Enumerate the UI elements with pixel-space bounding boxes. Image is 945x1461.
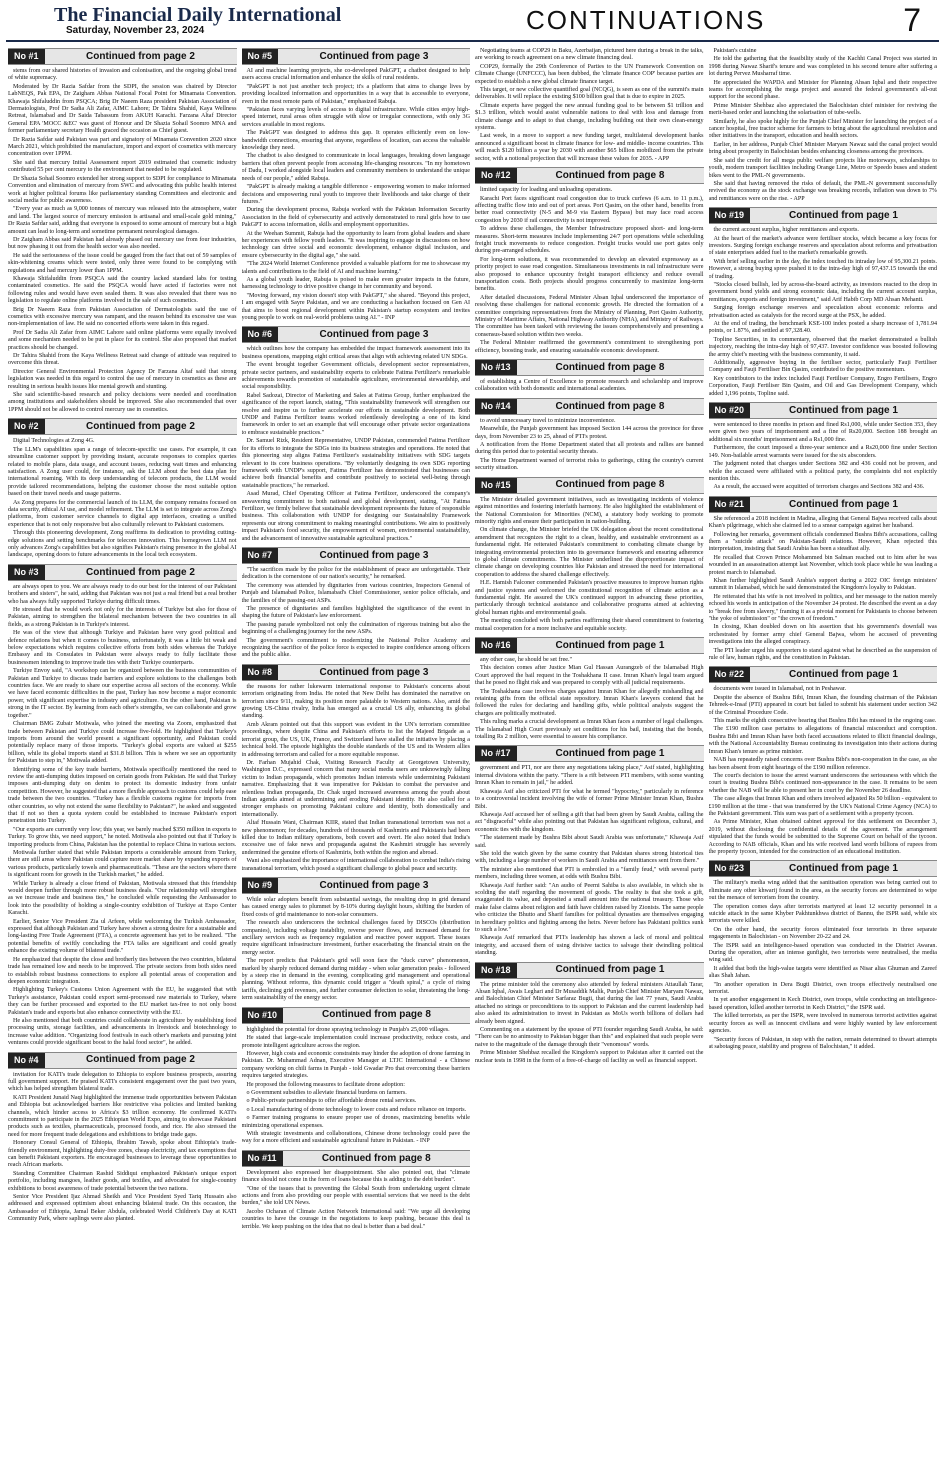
article-paragraph: To address these challenges, the Member Infrastructure proposed short- and long-term measures. Short-term measures include implementing 24/7 port operations while scheduling freight truck movements to reduce congestion. Freight trucks would use port gates only during pre-arranged schedules. [475, 226, 704, 255]
article-paragraph: The research also underscores the technical challenges faced by DISCOs (distribution companies), including voltage instability, reverse power flows, and increased demand for ancillary services such as frequency regulation and reactive power support. These issues require significant infrastructure investment, further exacerbating the financial strain on the energy sector. [241, 920, 470, 956]
article-block [475, 398, 704, 473]
article-paragraph: to avoid unnecessary travel to minimize inconvenience. [480, 417, 616, 424]
article-paragraph: The event brought together Government officials, development sector representatives, private sector partners, and sustainability experts to celebrate Fatima Fertilizer's remarkable achievements towards promotion of sustainable agriculture, environmental stewardship, and social responsibility. [241, 362, 470, 391]
article-paragraph: He also mentioned that both countries could collaborate in agriculture by establishing food processing units, storage facilities, and advancements in livestock and biotechnology to increase value addition. "Organizing food festivals in each other's markets and pursuing joint ventures could provide significant boost to the halal food sector", he added. [8, 1017, 237, 1047]
article-paragraph: This marks the eighth consecutive hearing that Bushra Bibi has missed in the ongoing case. [713, 718, 937, 725]
block-number: No #5 [242, 49, 279, 64]
article-paragraph: She said that having removed the risks of default, the PML-N government successfully revived the economy as the stock exchange was breaking records, inflation was down to 7% and remittances were on the rise. - APP [708, 180, 937, 202]
article-paragraph: This ruling marks a crucial development as Imran Khan faces a number of legal challenges. The Islamabad High Court previously set conditions for his bail, insisting that the bonds, totalling Rs 2 million, were essential to assure his compliance. [475, 719, 704, 741]
column-1 [8, 48, 237, 1458]
article-paragraph: o Local manufacturing of drone technology to lower costs and reduce reliance on imports. [246, 1106, 467, 1113]
block-header [8, 48, 237, 65]
article-block [475, 962, 704, 1065]
column-3 [475, 48, 704, 1458]
block-number: No #17 [475, 746, 517, 761]
block-header [475, 167, 704, 184]
article-paragraph: Karachi Port faces significant road congestion due to truck curfews (6 a.m. to 11 p.m.), affecting traffic flow into and out of port areas. Port Qasim, on the other hand, benefits from better road connectivity (N-5 and M-9 via Eastern Bypass) but may face road access congestion by 2030 if rail connectivity is not improved. [475, 195, 704, 224]
article-paragraph: Development also expressed her disappointment. She also pointed out, that "climate finance should not come in the form of loans because this is adding to the debt burden". [241, 1169, 470, 1184]
article-paragraph: "In another operation in Dera Bugti District, own troops effectively neutralised one terrorist. [708, 981, 937, 996]
article-paragraph: However, high costs and economic constraints may hinder the adoption of drone farming in Pakistan. Dr. Muhammad Adnan, Executive Manager at LTJC International - a Chinese company working on chili farms in Punjab - told Gwadar Pro that overcoming these barriers requires targeted strategies. [241, 1050, 470, 1080]
block-number: No #16 [475, 638, 517, 653]
article-paragraph: any other case, he should be set free." [480, 657, 572, 663]
article-paragraph: While Turkey is already a close friend of Pakistan, Motiwala stressed that this friendship would deepen further through more robust business deals. "Our relationship will strengthen as we increase trade and business ties," he concluded while requesting the Ambassador to look into the possibility of holding a single-country exhibition of Turkiye at Expo Center Karachi. [8, 880, 237, 917]
page-number: 7 [903, 2, 921, 38]
article-paragraph: Similarly, he also spoke highly for the Punjab Chief Minister for launching the project of a cancer hospital, free tractor scheme for farmers to bring about the agricultural revolution and other initiatives in the transport, education and health sectors. [708, 118, 937, 140]
block-title: Continued from page 1 [555, 748, 665, 760]
block-title: Continued from page 8 [555, 361, 665, 373]
block-number: No #10 [242, 1008, 284, 1023]
paper-name: The Financial Daily International [54, 4, 342, 26]
block-title: Continued from page 1 [789, 404, 898, 416]
article-block [709, 496, 938, 663]
article-paragraph: Prime Minister Shehbaz also appreciated the Balochistan chief minister for reviving the merit-based order and launching the solarisation of tube-wells. [708, 102, 937, 117]
block-header [475, 962, 704, 979]
article-paragraph: Climate experts have pegged the new annual funding goal to be between $1 trillion and $1.3 trillion, which would assist vulnerable nations to deal with loss and damage from climate change and to adapt to that change, including building out their own clean-energy systems. [475, 102, 704, 132]
article-paragraph: While solar adopters benefit from substantial savings, the resulting drop in grid demand has caused energy sales to plummet by 8-10% during daylight hours, shifting the burden of fixed costs of grid maintenance to non-solar consumers. [241, 897, 470, 918]
article-paragraph: limited capacity for loading and unloading operations. [480, 187, 613, 194]
article-paragraph: "Moving forward, my vision doesn't stop with PakGPT," she shared. "Beyond this project, I am engaged with Sayre Pakistan, and we are conducting a hackathon focused on Gen AI that aims to boost regional development within Pakistan's startup ecosystem and invites young people to work on real-world problems using AI." - INP [241, 292, 470, 321]
article-paragraph: Topline Securities, in its commentary, observed that the market demonstrated a bullish trajectory, reaching the intra-day high of 97,437. Investor confidence was boosted following the army chief's meeting with the business community, it said. [708, 336, 937, 358]
article-block [8, 418, 237, 560]
article-paragraph: The court's decision to issue the arrest warrant underscores the seriousness with which the court is treating Bushra Bibi's continued non-appearance in the case. It remains to be seen whether the NAB will be able to present her in court by the November 26 deadline. [708, 772, 937, 794]
block-header [8, 1052, 237, 1069]
article-paragraph: This target, or new collective quantified goal (NCQG), is seen as one of the summit's main deliverables. It will replace the existing $100 billion goal that is due to expire in 2025. [475, 87, 704, 101]
article-paragraph: Commenting on a statement by the spouse of PTI founder regarding Saudi Arabia, he said: "There can be no animosity to Pakistan bigger than this" and explained that such people were naive to the magnitude of the damage through their "venomous" words. [475, 1027, 704, 1048]
article-paragraph: He appreciated the WAPDA and Minister for Planning Ahsan Iqbal and their respective teams for accomplishing the mega project and assured the federal government's all-out support for the second phase. [708, 79, 937, 101]
article-paragraph: Through this pioneering development, Zong reaffirms its dedication to providing cutting-edge solutions and setting benchmarks for telecom innovation. This homegrown LLM not only advances Zong's capabilities but also signifies Pakistan's rising presence in the global AI landscape, opening doors to future advancements in the local tech ecosystem. [8, 530, 237, 559]
article-block [242, 547, 471, 660]
article-paragraph: This decision comes after Justice Mian Gul Hassan Aurangzeb of the Islamabad High Court approved the bail request in the Toshakhana II case. Imran Khan's legal team argued that he posed no flight risk and was prepared to comply with all judicial requirements. [475, 665, 704, 687]
article-paragraph: The Federal Minister reaffirmed the government's commitment to strengthening port efficiency, boosting trade, and ensuring sustainable economic development. [475, 340, 704, 354]
article-paragraph: Despite the absence of Bushra Bibi, Imran Khan, the founding chairman of the Pakistan Tehreek-e-Insaf (PTI) appeared in court but failed to submit his statement under section 342 of the Criminal Procedure Code. [708, 694, 937, 716]
article-paragraph: He emphasized that despite the close and brotherly ties between the two countries, bilateral trade has remained low and needs to be improved. The private sectors from both sides need to establish robust business connections to explore all potential areas of cooperation and deepen economic integration. [8, 956, 237, 985]
block-header [242, 1150, 471, 1167]
article-paragraph: The meeting concluded with both parties reaffirming their shared commitment to fostering mutual cooperation for a more inclusive and equitable society. [475, 618, 704, 632]
block-header [475, 477, 704, 494]
article-paragraph: Dr Zaigham Abbas said Pakistan had already phased out mercury use from four industries, but now phasing it out from the health sector was also needed. [8, 236, 237, 251]
article-paragraph: The passing parade symbolized not only the culmination of rigorous training but also the beginning of a challenging journey for the new ASPs. [241, 621, 470, 636]
article-paragraph: The Minister detailed government initiatives, such as investigating incidents of violence against minorities and fostering interfaith harmony. He also highlighted the establishment of the National Commission for Minorities (NCM), a statutory body working to promote minority rights and ensure their participation in nation-building. [475, 496, 704, 525]
block-number: No #7 [242, 548, 279, 563]
block-title: Continued from page 2 [86, 50, 195, 62]
article-paragraph: of establishing a Centre of Excellence to promote research and scholarship and improve collaboration with both domestic and international academies. [475, 379, 704, 393]
article-paragraph: The military's media wing added that the sanitisation operation was being carried out to eliminate any other khwarij found in the area, as the security forces are determined to wipe out the menace of terrorism from the country. [708, 880, 937, 902]
article-paragraph: She said the credit for all mega public welfare projects like motorways, scholarships to youth, modern transport facilities including Orange Line, Metro or Speedo buses and student bikes went to the PML-N governments. [708, 157, 937, 179]
block-number: No #18 [475, 963, 517, 978]
article-paragraph: highlighted the potential for drone spraying technology in Punjab's 25,000 villages. [246, 1026, 450, 1033]
article-paragraph: At the Weehan Summit, Rabuja had the opportunity to learn from global leaders and share her experiences with fellow youth leaders. "It was inspiring to engage in discussions on how technology can drive social and economic development, enhance digital inclusion, and ensure cybersecurity in the digital age," she said. [241, 230, 470, 259]
article-paragraph: documents were issued in Islamabad, not in Peshawar. [713, 686, 847, 693]
block-title: Continued from page 8 [322, 1009, 431, 1021]
article-paragraph: Dr Shazia Sohail Soomro extended her strong support to SDPI for compliance to Minamata Convention and elimination of mercury from SWC and advocating this public health interest work at higher political forums like parliamentary standing Committees and electronic and social media for public awareness. [8, 175, 237, 204]
block-title: Continued from page 1 [555, 964, 665, 976]
article-paragraph: He recalled that Crown Prince Mohammed bin Salman reached out to him after he was wounded in an assassination attempt last November, which took place while he was leading a protest march to Islamabad. [708, 554, 937, 576]
article-paragraph: Dr Tahira Shahid from the Kaya Wellness Retreat said change of attitude was required to overcome this threat. [8, 353, 237, 367]
article-paragraph: As a result, the accused were acquitted of terrorism charges and Sections 382 and 436. [713, 484, 925, 491]
block-title: Continued from page 8 [555, 479, 665, 491]
block-header [709, 666, 938, 683]
article-paragraph: "PakGPT is already making a tangible difference - empowering women to make informed decisions and empowering rural youth to improve their livelihoods and take charge of their futures." [241, 184, 470, 205]
article-paragraph: The presence of dignitaries and families highlighted the significance of the event in shaping the future of Pakistan's law enforcement. [241, 606, 470, 620]
block-number: No #22 [709, 667, 751, 682]
article-paragraph: The Home Department warned of terrorist risks to gatherings, citing the country's current security situation. [475, 457, 704, 472]
article-paragraph: The case alleges that Imran Khan and others involved adjusted Rs 50 billion - equivalent to £190 million at the time - that was transferred by the UK's National Crime Agency (NCA) to the Pakistani government. This sum was part of a settlement with a property tycoon. [708, 796, 937, 817]
article-paragraph: After detailed discussions, Federal Minister Ahsan Iqbal underscored the importance of resolving these challenges for national economic growth. He directed the formation of a committee comprising representatives from the Ministry of Planning, Port Qasim Authority, Ministry of Maritime Affairs, National Highway Authority (NHA), and Ministry of Railways. The committee has been tasked with reviewing the issues comprehensively and presenting a consensus-based solution within two weeks. [475, 294, 704, 338]
article-paragraph: Identifying some of the key trade barriers, Motiwala specifically mentioned the need to review the anti-dumping duties imposed on certain goods from Pakistan. He said that Turkey imposes anti-dumping duty on denim to protect its domestic industry from unfair competition. However, he suggested that a more flexible approach to customs could help ease trade between the two countries. "Turkey has a flexible customs regime for imports from other countries, so why not extend the same flexibility to Pakistan?", he asked and suggested that if not so then a quota system could be established to increase Pakistan's export penetration into Turkey. [8, 766, 237, 825]
article-paragraph: Amb Akram pointed out that this support was evident in the UN's terrorism committee proceedings, where despite China and Pakistan's efforts to list the Majeed Brigade as a terrorist group, the US, UK, France, and Switzerland have stalled the initiative by placing a technical hold. The episode highlights the double standards of the US and its Western allies in addressing terrorism and called for a more equitable response. [241, 721, 470, 758]
article-paragraph: Altaf Hussain Wani, Chairman KIIR, stated that Indian transnational terrorism was not a new phenomenon; for decades, hundreds of thousands of Kashmiris and Pakistanis had been killed due to Indian military operations, both covert and overt. He also noted that India's excessive use of fake news and propaganda against the Kashmiri struggle has severely undermined the genuine efforts of Kashmiris, both within the region and abroad. [241, 820, 470, 856]
block-number: No #19 [709, 208, 751, 223]
article-paragraph: He reiterated that his wife is not involved in politics, and her message to the nation merely echoed his words in anticipation of the November 24 protest. He described the event as a day to "break free from slavery," framing it as a pivotal moment for Pakistanis to choose between "the yoke of submission" or "the crown of freedom." [708, 593, 937, 622]
article-paragraph: Key contributors to the index included Fauji Fertiliser Company, Engro Fertilisers, Engro Corporation, Fauji Fertiliser Bin Qasim, and Oil and Gas Development Company, which added 1,196 points, Topline said. [708, 375, 937, 397]
article-block [242, 48, 471, 322]
block-title: Continued from page 2 [86, 421, 195, 433]
column-2 [242, 48, 471, 1458]
article-block [709, 207, 938, 398]
article-paragraph: Jacobo Ocharan of Climate Action Network International said: "We urge all developing countries to have the courage in the negotiations to keep pushing, because this deal is terrible. We keep pushing on the idea that no deal is better than a bad deal." [241, 1208, 470, 1230]
article-block [242, 877, 471, 1003]
block-header [242, 547, 471, 564]
article-paragraph: Earlier, in her address, Punjab Chief Minister Maryam Nawaz said the canal project would bring about prosperity in Balochistan besides enhancing closeness among the provinces. [708, 141, 937, 156]
block-title: Continued from page 3 [319, 879, 429, 891]
article-paragraph: He said the seriousness of the issue could be gauged from the fact that out of 59 samples of skin-whitening creams which were tested, only three were found to be complying with regulations and had mercury lower than 1PPM. [8, 252, 237, 274]
article-paragraph: Prof Dr Sadia Ali Zafar from AIMC Lahore said online platforms were equally involved and some mechanism needed to be put in place for its control. She also proposed that market practices should be changed. [8, 329, 237, 351]
article-paragraph: Standing Committee Chairman Rashid Siddiqui emphasized Pakistan's unique export portfolio, including mangoes, leather goods, and textiles, and advocated for single-country exhibitions to boost awareness of trade potential between the two nations. [8, 1170, 237, 1192]
block-title: Continued from page 2 [86, 1054, 195, 1066]
block-title: Continued from page 8 [555, 400, 665, 412]
block-number: No #21 [709, 497, 751, 512]
article-paragraph: Khawaja Asif further said: "An audio of Peerni Sahiba is also available, in which she is scolding the staff regarding the movement of goods. The reality is that she took a gift, exaggerated its value, and deposited a small amount into the national treasury. Those who make false claims about religion and faith have children raised by Zionists. The same people who criticize the Bhutto and Sharif families for political dynasties are themselves engaging in hereditary politics and fighting among the heirs. Never before has Pakistani politics sunk to such a low." [475, 882, 704, 933]
article-paragraph: The prime minister told the ceremony also attended by federal ministers Attaullah Tarar, Ahsan Iqbal, Awais Leghari and Dr Musaddik Malik, Punjab Chief Minister Maryam Nawaz, and Balochistan Chief Minister Sarfaraz Bugti, that during the last 77 years, Saudi Arabia attached no strings or preconditions to its support to Pakistan and the current leadership had also asked its administration to invest in Pakistan as MoUs worth billions of dollars had already been signed. [475, 981, 704, 1025]
block-header [709, 402, 938, 419]
article-paragraph: "Every year as much as 9,000 tonnes of mercury was released into the atmosphere, water and land. The largest source of mercury emission is artisanal and small-scale gold mining," Dr Razia Safdar said, adding that everyone is exposed to some amount of mercury but a high amount can lead to long-term and sometime permanent neurological damages. [8, 206, 237, 235]
section-title: CONTINUATIONS [526, 5, 766, 35]
article-paragraph: Additionally, aggressive buying in the fertiliser sector, particularly Fauji Fertiliser Company and Fauji Fertiliser Bin Qasim, contributed to the positive momentum. [708, 360, 937, 374]
block-number: No #13 [475, 360, 517, 375]
article-paragraph: which outlines how the company has embedded the impact framework assessment into its business operations, mapping eight critical areas that align with achieving related UN SDGs. [241, 346, 470, 360]
article-paragraph: Following her remarks, government officials condemned Bushra Bibi's accusations, calling them a "suicide attack" on Pakistan-Saudi relations. However, Khan rejected this interpretation, insisting that Saudi Arabia has been a steadfast ally. [708, 531, 937, 553]
article-paragraph: He was of the view that although Turkiye and Pakistan have very good political and defence relations but when it comes to business, unfortunately, it was a little bit weak and below expectations which requires collective efforts from both sides whereas the Turkiye Embassy and its Consulates in Pakistan were always ready to fully facilitate those businessmen intending to improve trade ties with their Turkiye counterparts. [8, 630, 237, 666]
article-paragraph: As Prime Minister, Khan obtained cabinet approval for this settlement on December 3, 2019, without disclosing the confidential details of the agreement. The arrangement stipulated that the funds would be submitted to the Supreme Court on behalf of the tycoon. According to NAB officials, Khan and his wife received land worth billions of rupees from the property tycoon, intended for the construction of an educational institution. [708, 819, 937, 855]
article-paragraph: The PakGPT was designed to address this gap. It operates efficiently even on low-bandwidth connections, ensuring that anyone, regardless of location, can access the valuable knowledge they need. [241, 130, 470, 152]
block-number: No #2 [8, 419, 45, 434]
article-block [8, 564, 237, 1048]
article-paragraph: At the heart of the market's advance were fertiliser stocks, which became a key focus for investors. Surging foreign exchange reserves and speculation about reforms and privatisation of state enterprises added fuel to the market's remarkable growth. [708, 235, 937, 257]
article-paragraph: Dr. Samuel Rizk, Resident Representative, UNDP Pakistan, commended Fatima Fertilizer for its efforts to integrate the SDGs into its business strategies and operations. He noted that this pioneering step aligns Fatima Fertilizer's sustainability initiatives with SDG targets relevant to its core business operations. "By voluntarily designing its own SDG reporting framework with UNDP's support, Fatima Fertilizer has demonstrated that businesses can achieve both financial benefits and contribute positively to societal well-being through sustainable practices," he remarked. [241, 438, 470, 489]
article-paragraph: With brief selling earlier in the day, the index touched its intraday low of 95,300.21 points. However, a strong buying spree pushed it to the intra-day high of 97,437.15 towards the end of trading. [708, 258, 937, 280]
article-paragraph: the reasons for rather lukewarm international response to Pakistan's concerns about terrorism originating from India. He noted that New Delhi has dominated the narrative on terrorism since 9/11, making its position more palatable to Western nations. Also, amid the growing US-China rivalry, India has emerged as a crucial US ally, enhancing its global standing. [241, 683, 470, 720]
article-paragraph: Surging foreign exchange reserves and speculation about economic reforms and privatisation acted as catalysts for the record surge at the PSX, he added. [708, 305, 937, 319]
block-number: No #14 [475, 399, 517, 414]
article-paragraph: "The statement made by Bushra Bibi about Saudi Arabia was unfortunate," Khawaja Asif said. [475, 835, 704, 849]
article-paragraph: Director General Environmental Protection Agency Dr Farzana Altaf said that strong legislation was needed in this regard to control the use of mercury in cosmetics as these are resulting in serious health issues like mental growth and stunting. [8, 368, 237, 390]
article-paragraph: o Government subsidies to alleviate financial burdens on farmers. [246, 1089, 407, 1096]
article-paragraph: He told the gathering that the feasibility study of the Kachhi Canal Project was started in 1998 during Nawaz Sharif's tenure and was completed in his second tenure after suffering a lot during Pervez Musharraf time. [708, 56, 937, 78]
block-number: No #20 [709, 403, 751, 418]
article-paragraph: Turkiye Envoy said, "A workshop can be organized between the business communities of Pakistan and Turkiye to discuss trade barriers and explore solutions to the challenges both countries face. We are ready to share our expertise across all sectors of the economy. While we have faced economic difficulties in the past, Turkey has now become a major economic power, with significant expertise in industry and agriculture. On the other hand, Pakistan is strong in the IT sector. By learning from each other's strengths, we can collaborate and grow together." [8, 668, 237, 719]
article-paragraph: She told the watch given by the same country that Pakistan shares strong historical ties with, including a large number of workers in Saudi Arabia and remittances sent from there." [475, 850, 704, 865]
article-paragraph: For long-term solutions, it was recommended to develop an elevated expressway as a priority project to ease road congestion. Simultaneous investments in rail infrastructure were also proposed to enhance upcountry freight transport efficiency and reduce overall transportation costs. Both projects should progress concurrently to maximize long-term benefits. [475, 256, 704, 293]
article-paragraph: Khawaja Asif remarked that PTI's leadership has shown a lack of moral and political integrity, and accused them of using divisive tactics to salvage their dwindling political standing. [475, 935, 704, 957]
article-block [709, 860, 938, 1051]
block-number: No #6 [242, 327, 279, 342]
block-header [8, 418, 237, 435]
block-title: Continued from page 1 [555, 639, 665, 651]
article-block [8, 48, 237, 414]
article-paragraph: In closing, Khan doubled down on his assertion that his government's downfall was orchestrated by former army chief General Bajwa, whom he accused of preventing investigations into the alleged conspiracy. [708, 624, 937, 646]
block-title: Continued from page 3 [319, 329, 429, 341]
block-number: No #4 [8, 1053, 45, 1068]
article-paragraph: Furthermore, the court imposed a three-year sentence and a Rs20,000 fine under Section 149. Non-bailable arrest warrants were issued for the six absconders. [708, 445, 937, 459]
block-number: No #12 [475, 168, 517, 183]
article-paragraph: Dr Razia Safdar said Pakistan was part and signatory of Minamata Convention 2020 since March 2021, which prohibited the manufacture, import and export of cosmetics with mercury concentration over 1PPM. [8, 136, 237, 158]
article-paragraph: He stated that large-scale implementation could increase productivity, reduce costs, and promote intelligent agriculture across the region. [241, 1035, 470, 1049]
article-paragraph: "Our exports are currently very low; this year, we barely reached $350 million in exports to Turkey. To grow this, we need support," he noted. Motiwala also pointed out that if Turkey is importing products from China, Pakistan has the potential to replace China in various sectors. [8, 826, 237, 848]
article-paragraph: The Toshakhana case involves charges against Imran Khan for allegedly mishandling and retaining gifts from the official state repository. Imran Khan's lawyers contend that he followed the rules for declaring and handling gifts, while political analysts suggest the charges are politically motivated. [475, 688, 704, 717]
article-paragraph: Dr. Farhan Mujahid Chak, Visiting Research Faculty at Georgetown University, Washington D.C., expressed concern that many social media users are unknowingly falling victim to Indian propaganda, which promotes Indian interests while undermining Pakistani narrative. Emphasizing that it was imperative for Pakistan to combat the pervasive and relentless Indian propaganda, Dr. Chak urged increased awareness among the youth about Indian agenda aimed at undermining and eroding Pakistani identity. He also called for a stronger emphasis on promoting Pakistani culture and identity, both domestically and internationally. [241, 759, 470, 818]
article-paragraph: Khawaja Shifaluddin from PSQCA said the country lacked standard labs for testing contaminated cosmetics. He said the PSQCA would have acted if factories were not following rules and would have even sealed them. It was also revealed that there was no legislation to regulate online platforms involved in the sale of such cosmetics. [8, 275, 237, 305]
article-paragraph: Wani also emphasized the importance of international collaboration to combat India's rising transnational terrorism, which posed a significant challenge to global peace and security. [241, 858, 470, 872]
article-paragraph: She said scientific-based research and policy decisions were needed and coordination among institutions and stakeholders should be improved. She also recommended that over 1PPM should not be allowed to control mercury use in cosmetics. [8, 392, 237, 413]
block-number: No #15 [475, 478, 517, 493]
block-title: Continued from page 2 [86, 566, 195, 578]
article-paragraph: The minister also mentioned that PTI is embroiled in a "family feud," with several party members, including three women, at odds with Bushra Bibi. [475, 866, 704, 881]
article-paragraph: Earlier, Senior Vice President Zia ul Arfeen, while welcoming the Turkish Ambassador, expressed that although Pakistan and Turkey have shown a strong desire for a sustainable and long-lasting Free Trade Agreement (FTA), a concrete agreement has yet to be realized. "The potential benefits of swiftly concluding the FTA talks are significant and could greatly enhance the existing volume of bilateral trade." [8, 918, 237, 955]
article-paragraph: Honorary Consul General of Ethiopia, Ibrahim Tawab, spoke about Ethiopia's trade-friendly environment, highlighting duty-free zones, cheap electricity, and tax exemptions that can benefit Pakistani exporters. He encouraged businesses to leverage these opportunities to reach African markets. [8, 1140, 237, 1169]
article-paragraph: COP29, formally the 29th Conference of Parties to the UN Framework Convention on Climate Change (UNFCCC), has been dubbed, the 'climate finance COP' because parties are expected to establish a new global climate finance target. [475, 63, 704, 85]
article-paragraph: Negotiating teams at COP29 in Baku, Azerbaijan, pictured here during a break in the talks, are working to reach agreement on a new climate financing deal. [475, 48, 704, 62]
article-paragraph: the current account surplus, higher remittances and exports. [713, 227, 859, 234]
article-paragraph: Motiwala further stated that while Pakistan imports a considerable amount from Turkey, there are still areas where Pakistan could capture more market share by expanding exports of various products, particularly towels and pharmaceuticals. "These are the sectors where there is significant room for growth in the Turkish market," he added. [8, 850, 237, 879]
block-header [475, 637, 704, 654]
article-paragraph: Digital Technologies at Zong 4G. [13, 438, 95, 445]
article-paragraph: Chairman BMG Zubair Motiwala, who joined the meeting via Zoom, emphasized that trade between Pakistan and Turkiye could increase five-fold. He highlighted that Turkey's imports from around the world present a significant opportunity, and Pakistan could potentially replace many of those imports. "Turkey's global exports are valued at $255 billion, while its global imports stand at $31.8 billion. This is where we see an opportunity for Pakistan to step in," Motiwala added. [8, 721, 237, 765]
block-number: No #8 [242, 665, 279, 680]
article-columns [0, 42, 945, 1458]
article-paragraph: Senior Vice President Ijaz Ahmad Sheikh and Vice President Syed Tariq Hussain also addressed and expressed optimism about enhancing bilateral trade. On this occasion, the Ambassador of Ethiopia, Jamal Beker Abdula, celebrated World Children's Day at KATI Community Park, where saplings were also planted. [8, 1194, 237, 1223]
block-number: No #23 [709, 861, 751, 876]
article-block [242, 1150, 471, 1231]
article-paragraph: The killed terrorists, as per the ISPR, were involved in numerous terrorist activities against security forces as well as innocent civilians and were highly wanted by law enforcement agencies. [708, 1013, 937, 1035]
article-paragraph: A notification from the Home Department stated that all protests and rallies are banned during this period due to potential security threats. [475, 442, 704, 456]
block-title: Continued from page 1 [789, 209, 898, 221]
article-paragraph: The ceremony was attended by dignitaries from various countries, Inspectors General of Punjab and Islamabad Police, Islamabad's Chief Commissioner, senior police officials, and the families of the passing-out ASPs. [241, 582, 470, 604]
article-paragraph: "One of the issues that is preventing the Global South from undertaking urgent climate actions and from also providing our people with essential services that we need is the debt burden," she told UN News. [241, 1185, 470, 1207]
article-block [8, 1052, 237, 1224]
column-4 [709, 48, 938, 1458]
article-paragraph: "Stocks closed bullish, led by across-the-board activity, as investors reacted to the drop in government bond yields and strong economic data, including the current account surplus, remittances, exports and foreign investment," said Arif Habib Corp MD Ahsan Mehanti. [708, 281, 937, 303]
article-paragraph: Khan further highlighted Saudi Arabia's support during a 2022 OIC foreign ministers' summit in Islamabad, which he said demonstrated the Kingdom's loyalty to Pakistan. [708, 577, 937, 592]
article-paragraph: Meanwhile, the Punjab government has imposed Section 144 across the province for three days, from November 23 to 25, ahead of PTI's protest. [475, 426, 704, 440]
article-paragraph: Asad Murad, Chief Operating Officer at Fatima Fertilizer, underscored the company's unwavering commitment to both national and global development, stating, "At Fatima Fertilizer, we firmly believe that sustainable development represents the future of responsible business. This collaboration with UNDP for designing our Sustainability Framework represents our strong commitment to making meaningful contributions. We aim to positively impact Pakistan's food security, the empowerment of women, environmental sustainability, and the advancement of innovative sustainable agricultural practices." [241, 491, 470, 542]
block-header [475, 398, 704, 415]
block-header [709, 207, 938, 224]
article-paragraph: "The 2024 World Internet Conference provided a valuable platform for me to showcase my talents and contributions to the field of AI and machine learning." [241, 261, 470, 275]
block-header [475, 745, 704, 762]
article-paragraph: Pakistan's cuisine [713, 48, 757, 54]
article-paragraph: Prime Minister Shehbaz recalled the Kingdom's support to Pakistan after it carried out the nuclear tests in 1998 in the form of a free-of-charge oil facility as well as financial support. [475, 1050, 704, 1064]
masthead [6, 0, 939, 42]
block-header [242, 326, 471, 343]
article-block [242, 1007, 471, 1146]
block-title: Continued from page 8 [321, 1152, 431, 1164]
article-paragraph: Moderated by Dr Razia Safdar from the SDPI, the session was chaired by Director LabNEQS, Pak EPA, Dr Zaigham Abbas National Focal Point for Minamata Convention. Khawaja Shifaluddin from PSQCA; Brig Dr Naeem Raza president Pakistan Association of Dermatologists, Prof Dr Sadia Ali Zafar, AIMC Lahore; Dr Tahira Shahid, Kaya Wellness Retreat, Islamabad and Dr Saida Tabassum from AKUH Karachi. Farzana Altaf Director General EPA 'MOCC &EC' was guest of Honour and Dr Shazia Sohail Soomro MNA and former parliamentary secretary Health graced the occasion as Chief guest. [8, 83, 237, 135]
issue-date: Saturday, November 23, 2024 [66, 25, 205, 36]
article-paragraph: The PTI leader urged his supporters to stand against what he described as the suspension of rule of law, human rights, and the constitution in Pakistan. [708, 647, 937, 662]
article-paragraph: It added that both the high-value targets were identified as Nisar alias Ghuman and Zareef alias Shah Jahan. [708, 965, 937, 980]
article-paragraph: NAB has repeatedly raised concerns over Bushra Bibi's non-cooperation in the case, as she has been absent from eight hearings of the £190 million reference. [708, 757, 937, 771]
block-header [242, 1007, 471, 1024]
article-paragraph: The report predicts that Pakistan's grid will soon face the "duck curve" phenomenon, marked by sharply reduced demand during midday - when solar generation peaks - followed by a steep rise in demand in the evening, complicating grid management and operational planning. Without reforms, this dynamic could trigger a "death spiral," a cycle of rising tariffs, declining grid revenues, and further consumer defection to solar, threatening the long-term sustainability of the energy sector. [241, 958, 470, 1002]
article-paragraph: "Security forces of Pakistan, in step with the nation, remain determined to thwart attempts at sabotaging peace, stability and progress of Balochistan," it added. [708, 1036, 937, 1050]
block-number: No #1 [8, 49, 45, 64]
article-paragraph: The chatbot is also designed to communicate in local languages, breaking down language barriers that often prevent people from accessing life-changing resources. "In my hometown of Dadu, I worked alongside local leaders and community members to understand the unique needs of our people," added Rabuja. [241, 153, 470, 182]
block-header [242, 48, 471, 65]
article-paragraph: On the other hand, the security forces eliminated four terrorists in three separate engagements in Balochistan - on November 20-22 and 24. [708, 926, 937, 941]
article-paragraph: The ISPR said an intelligence-based operation was conducted in the District Awaran. During the operation, after an intense gunfight, two terrorists were neutralised, the media wing said. [708, 942, 937, 964]
article-paragraph: Highlighting Turkey's Customs Union Agreement with the EU, he suggested that with Turkey's assistance, Pakistan could export semi-processed raw materials to Turkey, where they can be further processed and exported to the EU market tax-free to not only boost Pakistan's trade and exports but also enhance connectivity with the EU. [8, 987, 237, 1016]
block-header [709, 496, 938, 513]
block-header [242, 664, 471, 681]
article-block [709, 666, 938, 856]
article-paragraph: invitation for KATI's trade delegation to Ethiopia to explore business prospects, assuring full government support. He praised KATI's consistent engagement over the past two years, which has helped strengthen bilateral trade. [8, 1071, 237, 1093]
article-paragraph: On climate change, the Minister briefed the UK delegation about the recent constitutional amendment that recognizes the right to a clean, healthy, and sustainable environment as a fundamental right. He reiterated Pakistan's commitment to combating climate change by integrating environmental protection into its governance framework and ensuring adherence to global climate commitments. The Minister underlined the disproportionate impact of climate change on developing countries like Pakistan and stressed the need for international cooperation to address the shared challenge effectively. [475, 527, 704, 578]
article-paragraph: During the development process, Rabuja worked with the Pakistan Information Security Association in the field of cybersecurity and actively demonstrated to rural girls how to use PakGPT to access information, skills and employment opportunities. [241, 207, 470, 229]
article-paragraph: The judgment noted that charges under Sections 382 and 436 could not be proven, and while the accused were affiliated with a political party, the complaints did not explicitly mention this. [708, 461, 937, 482]
article-block [242, 326, 471, 543]
article-block [475, 477, 704, 633]
article-paragraph: She said that mercury Initial Assessment report 2019 estimated that cosmetic industry contributed 55 per cent mercury to the environment that needed to be regulated. [8, 159, 237, 174]
block-header [475, 359, 704, 376]
article-paragraph: "Pakistan faces varying levels of access to digital infrastructure. While cities enjoy high-speed internet, rural areas often struggle with slow or irregular connections, with only 3G services available in most regions. [241, 107, 470, 128]
block-header [8, 564, 237, 581]
block-title: Continued from page 3 [319, 50, 429, 62]
block-number: No #9 [242, 878, 279, 893]
block-title: Continued from page 1 [789, 863, 898, 875]
block-number: No #3 [8, 565, 45, 580]
article-paragraph: As Zong prepares for the commercial launch of its LLM, the company remains focused on data security, ethical AI use, and model refinement. The LLM is set to integrate across Zong's platforms, from customer service channels to digital app interfaces, creating a unified experience that is not only responsive but also culturally relevant to Pakistani customers. [8, 499, 237, 528]
article-paragraph: o Public-private partnerships to offer affordable drone rental services. [246, 1098, 417, 1105]
block-title: Continued from page 3 [319, 549, 429, 561]
article-paragraph: Brig Dr Naeem Raza from Pakistan Association of Dermatologists said the use of cosmetics with excessive mercury was rampant, and the reason behind its excessive use was non-implementation of law. He said no concerted efforts were taken in this regard. [8, 306, 237, 328]
article-paragraph: KATI President Junaid Naqi highlighted the immense trade opportunities between Pakistan and Ethiopia but acknowledged barriers like restrictive visa policies and limited banking channels, which hinder access to Africa's $3 trillion economy. He confirmed KATI's commitment to participate in the 2025 Ethiopian World Expo, aiming to showcase Pakistani products such as textiles, pharmaceuticals, processed foods, and rice. He also stressed the need for more frequent trade delegations and exhibitions to bridge trade gaps. [8, 1094, 237, 1138]
article-block [709, 48, 938, 203]
article-paragraph: were sentenced to three months in prison and fined Rs1,000, while under Section 353, they were given two years of imprisonment and a fine of Rs20,000. Section 188 brought an additional six months' imprisonment and a Rs1,000 fine. [708, 422, 937, 443]
block-header [242, 877, 471, 894]
article-paragraph: With strategic investments and collaborations, Chinese drone technology could pave the way for a more efficient and sustainable agricultural future in Pakistan. - INP [241, 1130, 470, 1145]
article-paragraph: are always open to you. We are always ready to do our best for the interest of our Pakistani brothers and sisters", he said, adding that Pakistan was not just a real friend but a real brother who has always fully supported Turkiye during difficult times. [8, 583, 237, 605]
article-block [475, 637, 704, 741]
article-block [709, 402, 938, 492]
article-paragraph: At the end of trading, the benchmark KSE-100 index posted a sharp increase of 1,781.94 points, or 1.87%, and settled at 97,328.40. [708, 321, 937, 335]
article-paragraph: The operation comes days after terrorists martyred at least 12 security personnel in a suicide attack in the same Khyber Pakhtunkhwa district of Bannu, the ISPR said, while six terrorists were killed. [708, 903, 937, 925]
article-paragraph: She referenced a 2018 incident in Madina, alleging that General Bajwa received calls about Khan's pilgrimage, which she claimed led to a smear campaign against her husband. [708, 515, 937, 530]
block-title: Continued from page 1 [789, 669, 898, 681]
article-paragraph: He proposed the following measures to facilitate drone adoption: [246, 1081, 405, 1088]
article-paragraph: Rabel Sadozai, Director of Marketing and Sales at Fatima Group, further emphasized the significance of the report launch, stating, "This sustainability framework will strengthen our resolve and inspire us to further accelerate our efforts in sustainable development. Both UNDP and Fatima Fertilizer teams worked relentlessly developing a one of its kind framework in order to set an example that will encourage other private sector organizations to embrace sustainable practices." [241, 392, 470, 436]
article-paragraph: "The sacrifices made by the police for the establishment of peace are unforgettable. Their dedication is the cornerstone of our nation's security," he remarked. [241, 566, 470, 581]
article-paragraph: stems from our shared histories of invasion and colonisation, and the ongoing global trend of white supremacy. [8, 68, 237, 82]
block-title: Continued from page 8 [555, 169, 665, 181]
block-number: No #11 [242, 1151, 283, 1166]
article-paragraph: Khawaja Asif also criticized PTI for what he termed "hypocrisy," particularly in reference to a controversial incident involving the wife of former Prime Minister Imran Khan, Bushra Bibi. [475, 788, 704, 810]
article-paragraph: government and PTI, nor are there any negotiations taking place," Asif stated, highlighting internal divisions within the party. "There is a rift between PTI members, with some wanting Imran Khan to remain in jail," he added. [475, 765, 704, 787]
article-paragraph: H.E. Hamish Falconer commended Pakistan's proactive measures to improve human rights and justice systems and welcomed the constitutional recognition of climate action as a fundamental right. He assured the UK's continued support in advancing these priorities, particularly through technical assistance and collaborative programs aimed at achieving global human rights and environmental goals. [475, 580, 704, 616]
block-header [709, 860, 938, 877]
article-paragraph: AI and machine learning projects, she co-developed PakGPT, a chatbot designed to help users access crucial information and enhance the skills of rural residents. [241, 68, 470, 82]
block-title: Continued from page 3 [319, 666, 429, 678]
article-paragraph: In yet another engagement in Kech District, own troops, while conducting an intelligence-based operation, killed another terrorist in Kech District," the ISPR said. [708, 997, 937, 1011]
block-title: Continued from page 1 [789, 498, 898, 510]
article-paragraph: Last week, in a move to support a new funding target, multilateral development banks announced a significant boost in climate finance for low- and middle- income countries. This will reach $120 billion a year by 2030 with another $65 billion mobilized from the private sector, with a notional projection that will increase these values for 2035. - APP [475, 133, 704, 162]
article-paragraph: Khawaja Asif accused her of selling a gift that had been given by Saudi Arabia, calling the act "disgraceful" while also pointing out that Pakistan has significant religious, cultural, and economic ties with the kingdom. [475, 811, 704, 833]
article-block [475, 48, 704, 163]
article-block [242, 664, 471, 873]
article-paragraph: The LLM's capabilities span a range of telecom-specific use cases. For example, it can streamline customer support by providing instant, accurate responses to complex queries related to mobile plans, data usage, and account issues, reducing wait times and enhancing satisfaction. A Zong user could, for instance, ask the LLM about the best data plan for international roaming. With its deep understanding of telecom products, the LLM would provide tailored recommendations, helping the customer choose the most suitable option based on their travel needs and usage patterns. [8, 446, 237, 498]
article-block [475, 167, 704, 355]
article-paragraph: o Farmer training programs to ensure proper use of drones, maximizing benefits while minimizing operational expenses. [241, 1115, 470, 1129]
article-paragraph: The government's commitment to modernizing the National Police Academy and recognizing the sacrifice of the police force is expected to inspire confidence among officers and the public alike. [241, 637, 470, 659]
article-paragraph: He stressed that he would work not only for the interests of Turkiye but also for those of Pakistan, aiming to strengthen the bilateral mechanism between the two countries in all fields, as a strong Pakistan is in Turkiye's interest. [8, 607, 237, 628]
article-block [475, 359, 704, 394]
article-paragraph: "PakGPT is not just another tech project; it's a platform that aims to change lives by providing localized information and opportunities in a way that is accessible to everyone, even in the most remote parts of Pakistan," emphasized Rabuja. [241, 83, 470, 105]
article-paragraph: The £190 million case pertains to allegations of financial misconduct and corruption. Bushra Bibi and Imran Khan have both faced accusations related to illicit financial dealings, with the National Accountability Bureau continuing its investigation into their actions during Imran Khan's tenure as prime minister. [708, 726, 937, 755]
article-block [475, 745, 704, 957]
article-paragraph: As a global youth leader, Rabuja is poised to make even greater impacts in the future, harnessing technology to drive positive change in her community and beyond. [241, 276, 470, 291]
